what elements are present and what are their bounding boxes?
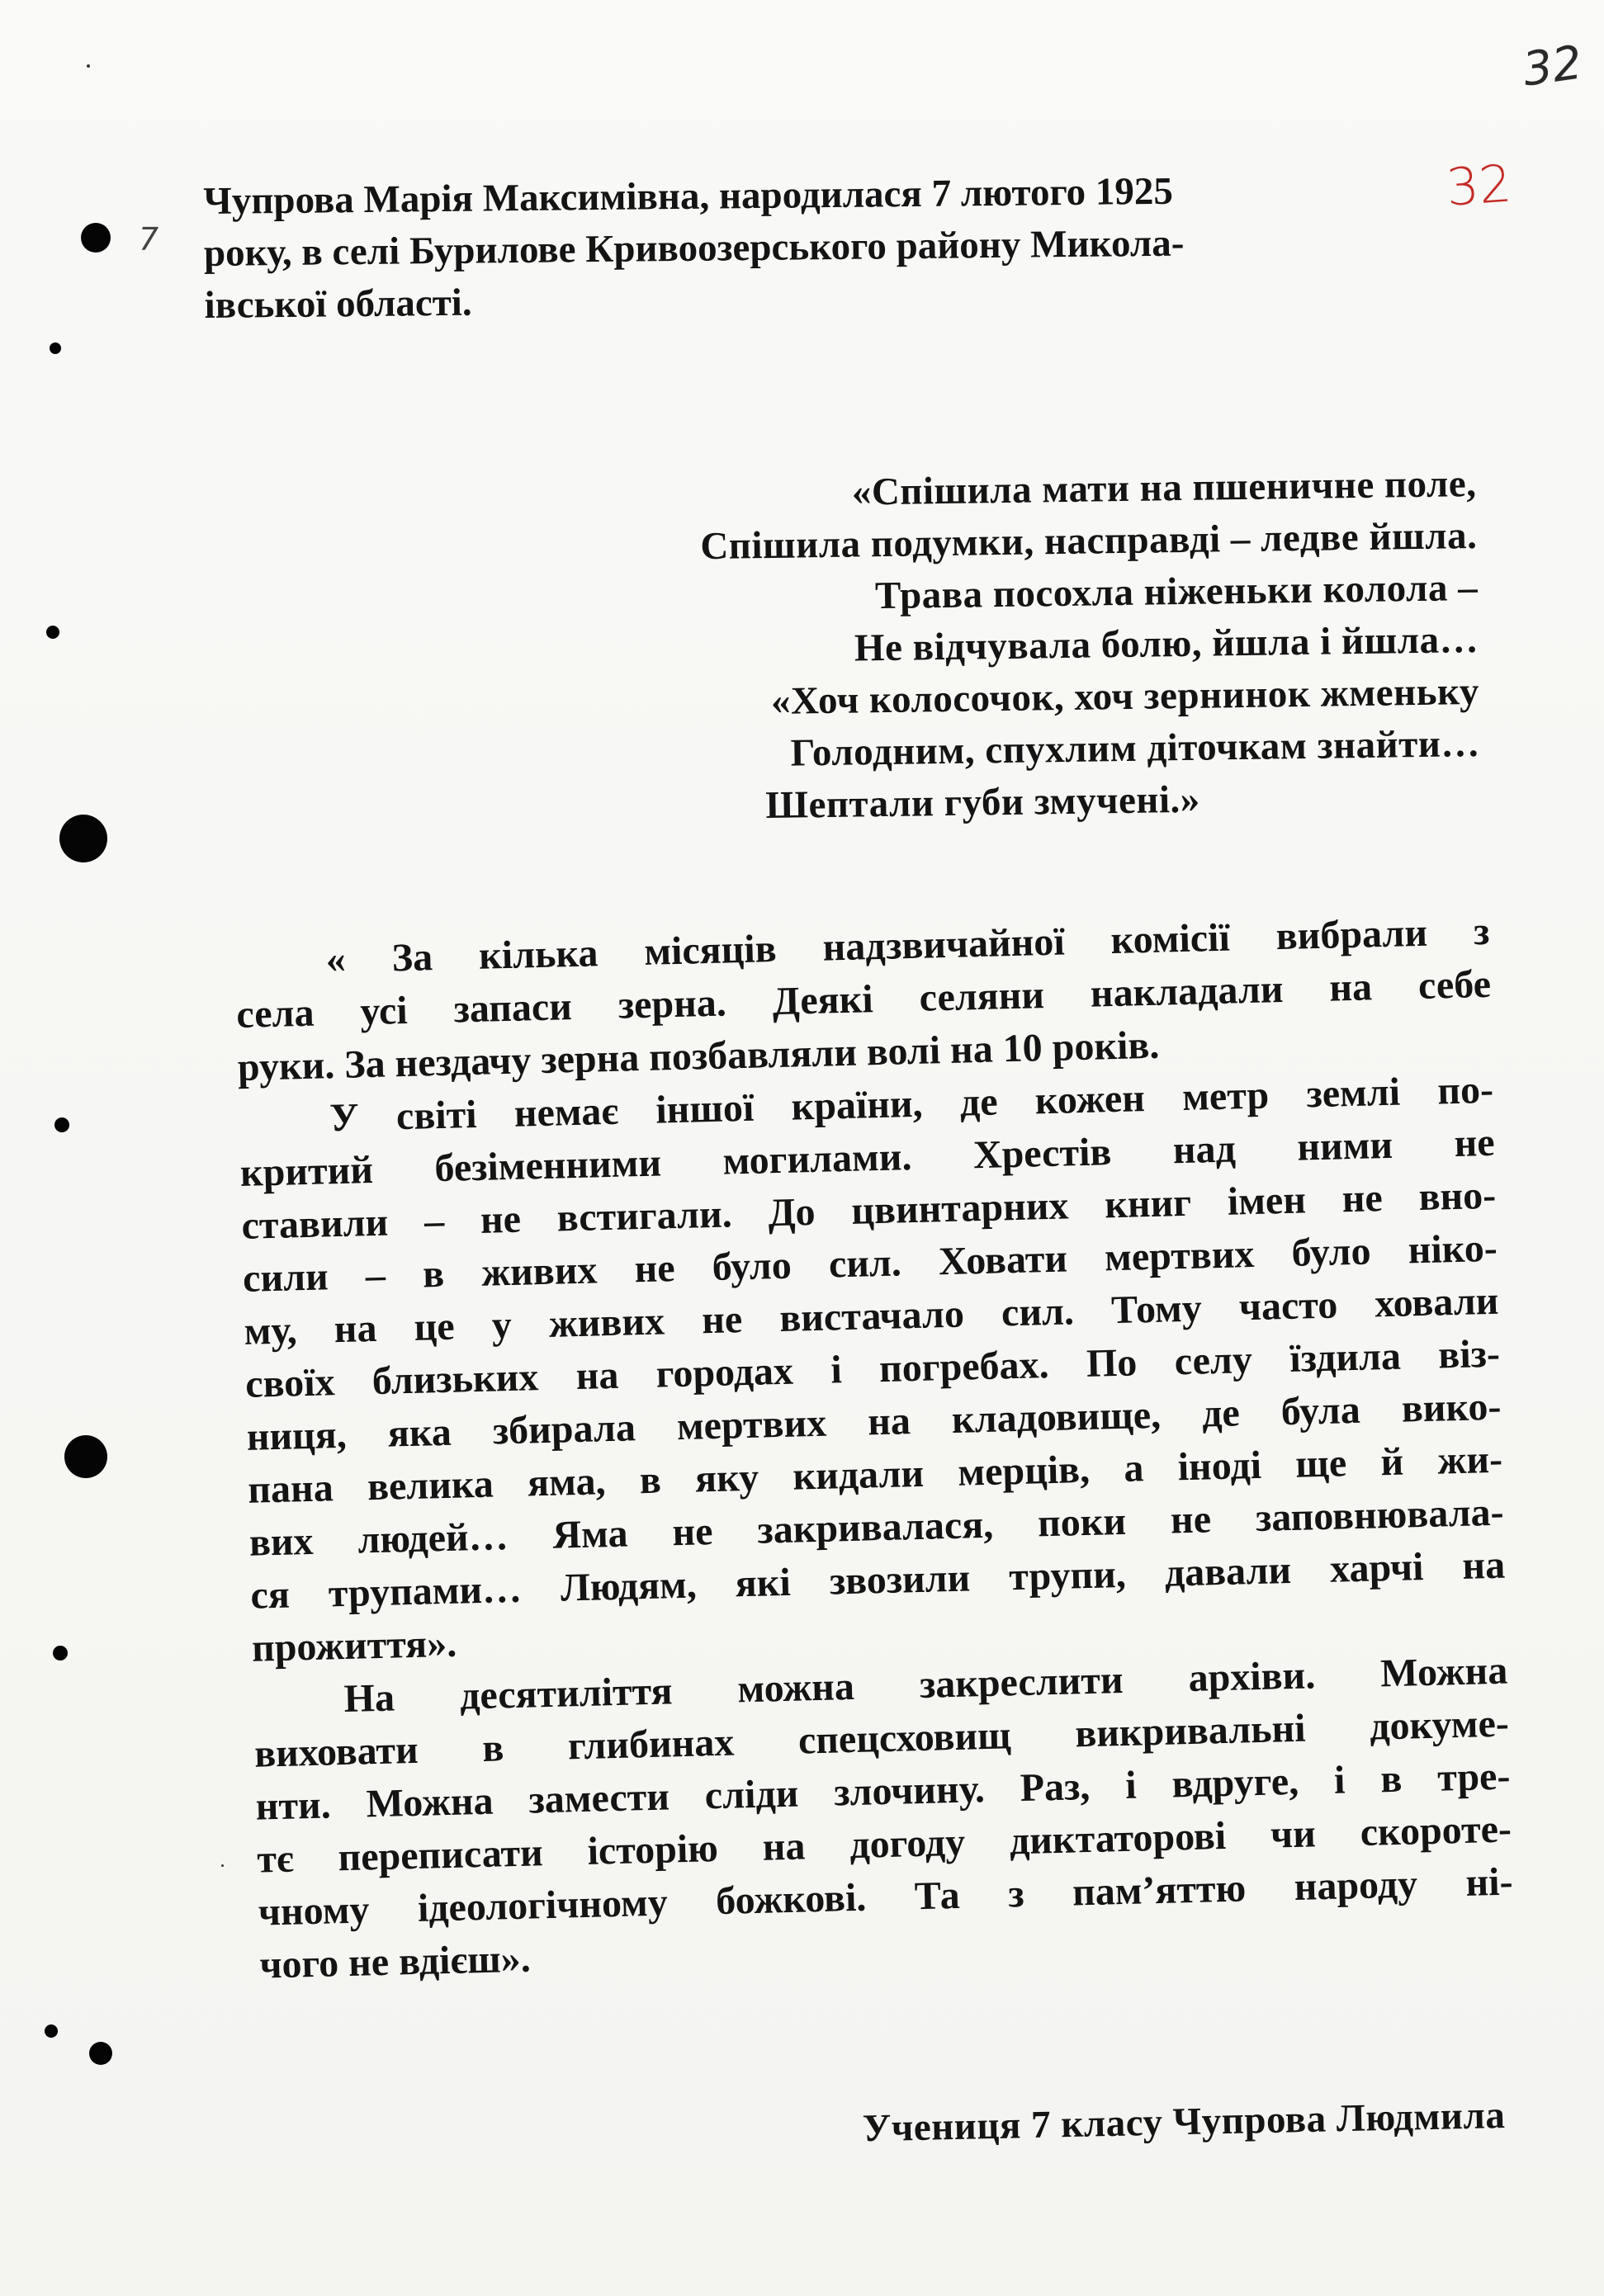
paragraph2-line: У світі немає іншої країни, де кожен метр землі по- — [329, 1067, 1494, 1141]
biography-header — [203, 166, 1185, 332]
punch-hole — [89, 2042, 112, 2065]
punch-hole — [81, 223, 111, 253]
poem-line: Спішила подумки, насправді – ледве йшла. — [700, 513, 1478, 569]
testimony-body — [234, 905, 1515, 1992]
header-line: івської області. — [204, 281, 472, 327]
poem-line: «Спішила мати на пшеничне поле, — [851, 461, 1477, 514]
paragraph3-line: чному ідеологічному божкові. Та з пам’яттю народу ні- — [258, 1859, 1514, 1935]
paragraph2-line: своїх близьких на городах і погребах. По селу їздила віз- — [244, 1331, 1501, 1406]
speck — [221, 1864, 224, 1867]
poem-line: Голодним, спухлим діточкам знайти… — [790, 721, 1481, 775]
header-line: року, в селі Бурилове Кривоозерського району Микола- — [203, 221, 1185, 275]
paragraph3-line: виховати в глибинах спецсховищ викривальні докуме- — [253, 1701, 1510, 1776]
paragraph2-line: ставили – не встигали. До цвинтарних книг імен не вно- — [240, 1173, 1497, 1248]
paragraph2-line: критий безіменними могилами. Хрестів над ними не — [239, 1120, 1496, 1195]
handwritten-page-number: 32 — [1519, 35, 1586, 97]
paragraph3-line: тє переписати історію на догоду диктаторові чи скороте- — [256, 1807, 1512, 1882]
paragraph2-line: сили – в живих не було сил. Ховати мертвих було ніко- — [242, 1226, 1498, 1301]
paragraph1-line: села усі запаси зерна. Деякі селяни накладали на себе — [235, 961, 1492, 1037]
paragraph2-line: ниця, яка збирала мертвих на кладовище, де була вико- — [246, 1384, 1502, 1459]
red-handwritten-number: 32 — [1444, 153, 1514, 218]
punch-hole — [45, 2024, 58, 2038]
punch-hole — [64, 1435, 107, 1478]
speck — [87, 64, 90, 68]
author-signature: Учениця 7 класу Чупрова Людмила — [862, 2093, 1507, 2151]
paragraph3-line: нти. Можна замести сліди злочину. Раз, і вдруге, і в тре- — [255, 1754, 1511, 1829]
paragraph2-line: ся трупами… Людям, які звозили трупи, давали харчі на — [249, 1542, 1506, 1618]
poem-line: Трава посохла ніженьки колола – — [874, 565, 1479, 618]
paragraph1-line: руки. За нездачу зерна позбавляли волі на 10 років. — [237, 1023, 1160, 1089]
punch-hole — [59, 815, 107, 862]
punch-hole — [53, 1646, 68, 1661]
paragraph2-line: му, на це у живих не вистачало сил. Тому часто ховали — [244, 1278, 1499, 1354]
handwritten-item-number: 7 — [139, 221, 159, 257]
header-line: Чупрова Марія Максимівна, народилася 7 лютого 1925 — [203, 169, 1174, 223]
punch-hole — [46, 626, 59, 639]
paragraph2-line: прожиття». — [251, 1621, 457, 1670]
punch-hole — [54, 1117, 69, 1132]
paragraph2-line: пана велика яма, в яку кидали мерців, а іноді ще й жи- — [247, 1437, 1503, 1512]
poem-line: Шептали губи змучені.» — [765, 777, 1201, 828]
paragraph1-line: « За кілька місяців надзвичайної комісії вибрали з — [325, 909, 1490, 982]
poem-block — [699, 458, 1481, 833]
paragraph3-line: На десятиліття можна закреслити архіви. Можна — [343, 1648, 1508, 1722]
paragraph3-line: чого не вдієш». — [258, 1936, 532, 1987]
paragraph2-line: вих людей… Яма не закривалася, поки не заповнювала- — [248, 1490, 1505, 1565]
poem-line: Не відчувала болю, йшла і йшла… — [854, 617, 1479, 670]
poem-line: «Хоч колосочок, хоч зернинок жменьку — [770, 669, 1480, 723]
punch-hole — [50, 343, 61, 354]
